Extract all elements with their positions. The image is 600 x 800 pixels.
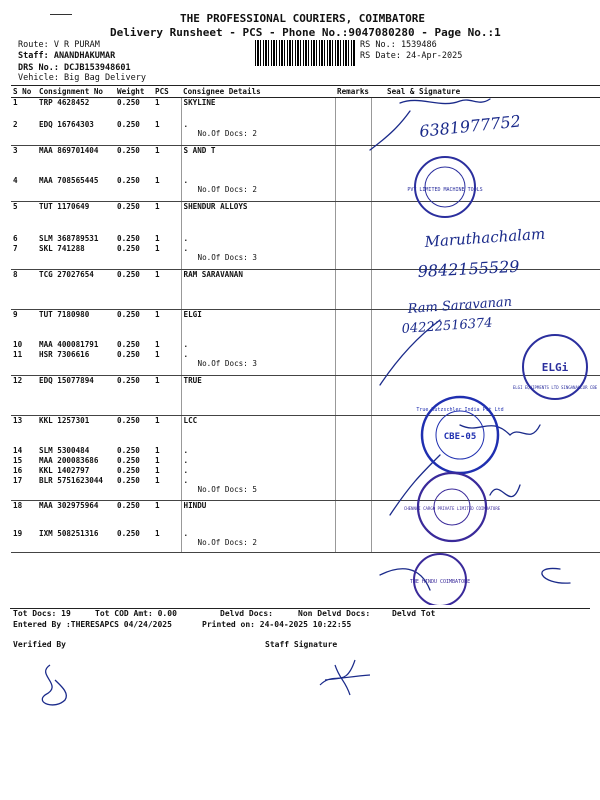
rs-date-label: RS Date: 24-Apr-2025: [360, 51, 463, 61]
row-pcs: 1: [155, 202, 160, 211]
row-pcs: 1: [155, 339, 160, 349]
staff-signature: [315, 650, 375, 700]
delvd-tot: Delvd Tot: [392, 609, 436, 618]
row-consignment: EDQ 16764303: [37, 120, 115, 146]
col-consignment: Consignment No: [37, 86, 115, 98]
row-sno: 1: [13, 98, 18, 107]
row-weight: 0.250: [117, 465, 140, 475]
row-sno: 13: [13, 416, 23, 425]
row-weight: 0.250: [117, 310, 140, 319]
name-handwritten-1: Maruthachalam: [424, 224, 546, 251]
docs-count: No.Of Docs: 2: [197, 128, 257, 138]
row-weight: 0.250: [117, 445, 140, 455]
row-sno: 15: [13, 455, 23, 465]
header-mark: [50, 14, 72, 15]
stamp-machine-tools: [407, 157, 482, 217]
tot-docs: Tot Docs: 19: [13, 609, 71, 618]
row-consignment: IXM 508251316: [37, 529, 115, 553]
row-sno: 5: [13, 202, 18, 211]
row-consignee: LCC: [181, 416, 335, 446]
row-weight: 0.250: [117, 339, 140, 349]
row-consignment: MAA 200083686: [39, 455, 99, 465]
row-sno: 11: [11, 350, 37, 376]
row-pcs: 1: [155, 455, 160, 465]
stamp-hindu: [410, 554, 470, 605]
row-consignment: KKL 1257301: [39, 416, 90, 425]
row-sno: 2: [11, 120, 37, 146]
phone-handwritten-3: 04222516374: [401, 315, 494, 337]
row-pcs: 1: [153, 476, 181, 501]
row-consignment: SLM 368789531: [39, 233, 99, 243]
row-consignee-dot: .: [181, 466, 335, 476]
row-consignee-dot: . No.Of Docs: 2: [181, 120, 335, 146]
entered-by: Entered By :THERESAPCS 04/24/2025: [13, 620, 172, 629]
signature-overlay: [340, 95, 600, 605]
row-consignee-dot: . No.Of Docs: 2: [181, 176, 335, 202]
row-consignee-dot: .: [181, 456, 335, 466]
row-consignment: TUT 1170649: [39, 202, 90, 211]
row-pcs: 1: [153, 176, 181, 202]
row-sno: 19: [11, 529, 37, 553]
row-sno: 8: [11, 270, 37, 310]
row-consignee: SHENDUR ALLOYS: [181, 202, 335, 234]
row-consignment: MAA 400081791: [39, 339, 99, 349]
row-sno: 10: [13, 339, 23, 349]
doc-title: THE PROFESSIONAL COURIERS, COIMBATORE: [180, 12, 426, 25]
row-sno: 18: [13, 501, 23, 510]
row-pcs: 1: [153, 529, 181, 553]
barcode: [255, 40, 355, 66]
printed-on: Printed on: 24-04-2025 10:22:55: [202, 620, 352, 629]
row-consignee: RAM SARAVANAN: [181, 270, 335, 310]
row-sno: 6: [13, 233, 18, 243]
row-sno: 14: [13, 445, 23, 455]
row-weight: 0.250: [115, 244, 153, 270]
stamp-hindu-text: THE HINDU COIMBATORE: [409, 579, 471, 585]
rs-no-label: RS No.: 1539486: [360, 40, 437, 50]
docs-count: No.Of Docs: 3: [197, 358, 257, 368]
row-weight: 0.250: [115, 376, 153, 416]
staff-signature-label: Staff Signature: [265, 640, 338, 649]
row-consignment: SKL 741288: [37, 244, 115, 270]
stamp-machine-text: PVT LIMITED MACHINE TOOLS: [407, 187, 483, 193]
row-consignment: TRP 4628452: [39, 98, 90, 107]
row-weight: 0.250: [117, 416, 140, 425]
docs-count: No.Of Docs: 5: [197, 484, 257, 494]
vehicle-label: Vehicle: Big Bag Delivery: [18, 73, 146, 83]
row-weight: 0.250: [117, 233, 140, 243]
row-pcs: 1: [155, 98, 160, 107]
signature-1-tick: [370, 111, 410, 150]
row-pcs: 1: [153, 376, 181, 416]
row-consignment: TUT 7180980: [39, 310, 90, 319]
row-sno: 3: [13, 146, 18, 155]
row-consignment: TCG 27027654: [37, 270, 115, 310]
doc-subtitle: Delivery Runsheet - PCS - Phone No.:9047080280 - Page No.:1: [110, 26, 501, 39]
phone-handwritten-2: 9842155529: [417, 256, 520, 281]
row-pcs: 1: [155, 501, 160, 510]
row-consignment: SLM 5300484: [39, 445, 90, 455]
tot-cod: Tot COD Amt: 0.00: [95, 609, 177, 618]
docs-count: No.Of Docs: 3: [197, 252, 257, 262]
row-consignee-dot: . No.Of Docs: 3: [181, 244, 335, 270]
row-weight: 0.250: [115, 476, 153, 501]
stamp-cargo-text: CHENNAI CARGO PRIVATE LIMITED COIMBATORE: [403, 506, 501, 511]
row-pcs: 1: [155, 146, 160, 155]
row-sno: 16: [13, 465, 23, 475]
row-sno: 7: [11, 244, 37, 270]
drs-label: DRS No.: DCJB153948601: [18, 63, 131, 73]
stamp-elgi: [513, 335, 598, 399]
row-consignment: MAA 869701404: [39, 146, 99, 155]
row-weight: 0.250: [117, 98, 140, 107]
staff-label: Staff: ANANDHAKUMAR: [18, 51, 116, 61]
row-weight: 0.250: [115, 350, 153, 376]
row-pcs: 1: [155, 445, 160, 455]
docs-count: No.Of Docs: 2: [197, 184, 257, 194]
row-consignee: SKYLINE: [181, 98, 335, 120]
phone-handwritten-1: 6381977752: [418, 111, 522, 141]
stamp-true-text: True Kutzschler India Pvt Ltd: [416, 407, 504, 413]
row-consignment: MAA 302975964: [39, 501, 99, 510]
row-pcs: 1: [153, 244, 181, 270]
row-weight: 0.250: [117, 202, 140, 211]
docs-count: No.Of Docs: 2: [197, 537, 257, 547]
row-sno: 17: [11, 476, 37, 501]
row-pcs: 1: [155, 310, 160, 319]
verified-signature: [30, 655, 90, 715]
row-consignment: HSR 7306616: [37, 350, 115, 376]
row-consignee-dot: . No.Of Docs: 5: [181, 476, 335, 501]
row-pcs: 1: [155, 416, 160, 425]
stamp-elgi-text: ELGI EQUIPMENTS LTD SINGANALLUR CBE: [512, 385, 598, 390]
col-seal: Seal & Signature: [371, 86, 600, 98]
row-pcs: 1: [153, 270, 181, 310]
row-consignee: S AND T: [181, 146, 335, 176]
row-consignee-dot: . No.Of Docs: 2: [181, 529, 335, 553]
stamp-cargo: [404, 473, 501, 541]
row-weight: 0.250: [117, 146, 140, 155]
row-pcs: 1: [153, 350, 181, 376]
row-weight: 0.250: [115, 270, 153, 310]
row-consignment: BLR 5751623044: [37, 476, 115, 501]
row-consignee-dot: . No.Of Docs: 3: [181, 350, 335, 376]
col-consignee: Consignee Details: [181, 86, 335, 98]
row-sno: 12: [11, 376, 37, 416]
stamp-elgi-center: ELGi: [541, 361, 569, 374]
stamp-true: [416, 397, 503, 473]
non-delvd-docs: Non Delvd Docs:: [298, 609, 371, 618]
row-weight: 0.250: [115, 176, 153, 202]
row-pcs: 1: [155, 233, 160, 243]
delvd-docs: Delvd Docs:: [220, 609, 273, 618]
row-consignment: KKL 1402797: [39, 465, 90, 475]
verified-by-label: Verified By: [13, 640, 66, 649]
stamp-true-center: CBE-05: [443, 432, 477, 442]
row-consignee-dot: .: [181, 340, 335, 350]
signature-1-stroke: [400, 99, 490, 104]
col-weight: Weight: [115, 86, 153, 98]
row-consignment: MAA 708565445: [37, 176, 115, 202]
row-consignee-dot: .: [181, 234, 335, 244]
row-weight: 0.250: [115, 120, 153, 146]
name-handwritten-2: Ram Saravanan: [407, 294, 513, 317]
col-sno: S No: [11, 86, 37, 98]
row-pcs: 1: [153, 120, 181, 146]
row-weight: 0.250: [115, 529, 153, 553]
col-remarks: Remarks: [337, 87, 370, 96]
row-consignment: EDQ 15077894: [37, 376, 115, 416]
row-consignee-dot: .: [181, 446, 335, 456]
row-pcs: 1: [155, 465, 160, 475]
route-label: Route: V R PURAM: [18, 40, 100, 50]
row-sno: 9: [13, 310, 18, 319]
row-weight: 0.250: [117, 455, 140, 465]
row-sno: 4: [11, 176, 37, 202]
row-consignee: HINDU: [181, 501, 335, 529]
row-consignee: ELGI: [181, 310, 335, 340]
row-consignee: TRUE: [181, 376, 335, 416]
row-weight: 0.250: [117, 501, 140, 510]
col-pcs: PCS: [153, 86, 181, 98]
